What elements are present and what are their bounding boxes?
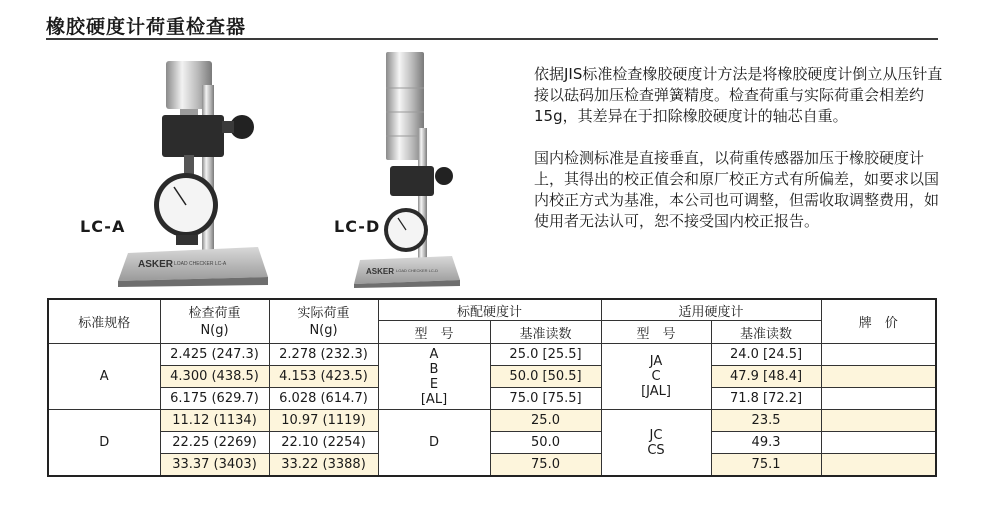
- table-cell-price: [821, 432, 936, 454]
- table-cell-actual: 6.028 (614.7): [269, 388, 378, 410]
- app-model-item: JA: [649, 354, 663, 369]
- table-cell-actual: 10.97 (1119): [269, 410, 378, 432]
- header-std-model: 型 号: [378, 321, 490, 344]
- group-a-app-models: [601, 344, 711, 410]
- table-cell-app-reading: 24.0 [24.5]: [711, 344, 821, 366]
- lc-a-instrument-image: [118, 55, 278, 287]
- table-cell-std-reading: 75.0 [75.5]: [490, 388, 601, 410]
- page-title: 橡胶硬度计荷重检查器: [46, 16, 247, 38]
- model-label-lc-a: LC-A: [80, 217, 126, 236]
- header-actual-load: [269, 299, 378, 344]
- model-label-lc-d: LC-D: [334, 217, 381, 236]
- group-d-std-models: [378, 410, 490, 477]
- app-model-item: JC: [649, 427, 663, 443]
- header-std-hardness: 标配硬度计: [378, 299, 601, 321]
- lc-a-plate-text: LOAD CHECKER LC-A: [174, 261, 227, 267]
- group-a-std-models: [378, 344, 490, 410]
- std-model-item: D: [428, 435, 439, 450]
- table-cell-app-reading: 23.5: [711, 410, 821, 432]
- table-cell-price: [821, 366, 936, 388]
- table-cell-std-reading: 25.0: [490, 410, 601, 432]
- app-model-item: C: [651, 369, 661, 384]
- table-cell-std-reading: 25.0 [25.5]: [490, 344, 601, 366]
- header-check-load: [160, 299, 269, 344]
- header-std-reading: 基准读数: [490, 321, 601, 344]
- table-cell-app-reading: 47.9 [48.4]: [711, 366, 821, 388]
- table-cell-std-reading: 50.0: [490, 432, 601, 454]
- std-model-item: A: [429, 346, 439, 362]
- std-model-item: B: [429, 361, 439, 377]
- header-app-reading: 基准读数: [711, 321, 821, 344]
- table-cell-std-reading: 75.0: [490, 454, 601, 477]
- table-cell-actual: 2.278 (232.3): [269, 344, 378, 366]
- description-paragraph-2: 国内检测标准是直接垂直，以荷重传感器加压于橡胶硬度计上，其得出的校正值会和原厂校正方式有所偏差，如要求以国内校正方式为基准，本公司也可调整，但需收取调整费用，如使用者无法认可，恕不接受国内校正报告。: [534, 149, 940, 230]
- lc-d-plate-text: LOAD CHECKER LC-D: [396, 268, 439, 273]
- header-app-model: 型 号: [601, 321, 711, 344]
- table-cell-actual: 4.153 (423.5): [269, 366, 378, 388]
- table-cell-check: 6.175 (629.7): [160, 388, 269, 410]
- group-a-name: A: [48, 344, 160, 410]
- table-cell-std-reading: 50.0 [50.5]: [490, 366, 601, 388]
- std-model-item: [AL]: [420, 391, 448, 407]
- table-cell-actual: 22.10 (2254): [269, 432, 378, 454]
- header-actual-load-unit: N(g): [309, 322, 338, 338]
- table-cell-app-reading: 71.8 [72.2]: [711, 388, 821, 410]
- table-cell-price: [821, 454, 936, 477]
- group-d-name: D: [48, 410, 160, 477]
- lc-d-brand-text: ASKER: [366, 267, 395, 276]
- table-cell-price: [821, 388, 936, 410]
- table-cell-price: [821, 344, 936, 366]
- table-cell-app-reading: 49.3: [711, 432, 821, 454]
- app-model-item: CS: [647, 442, 665, 458]
- description-block: [534, 64, 944, 232]
- title-divider: [46, 38, 938, 40]
- header-spec: 标准规格: [48, 299, 160, 344]
- header-actual-load-title: 实际荷重: [297, 305, 350, 321]
- header-check-load-title: 检查荷重: [188, 305, 241, 321]
- table-cell-actual: 33.22 (3388): [269, 454, 378, 477]
- spec-table: [47, 298, 937, 477]
- app-model-item: [JAL]: [641, 384, 671, 399]
- std-model-item: E: [429, 376, 439, 392]
- table-cell-check: 11.12 (1134): [160, 410, 269, 432]
- header-applicable-hardness: 适用硬度计: [601, 299, 821, 321]
- group-d-app-models: [601, 410, 711, 477]
- header-price: 牌 价: [821, 299, 936, 344]
- table-cell-app-reading: 75.1: [711, 454, 821, 477]
- header-check-load-unit: N(g): [200, 322, 229, 338]
- lc-d-instrument-image: [352, 48, 467, 288]
- table-cell-check: 4.300 (438.5): [160, 366, 269, 388]
- table-cell-price: [821, 410, 936, 432]
- table-cell-check: 2.425 (247.3): [160, 344, 269, 366]
- lc-a-brand-text: ASKER: [138, 259, 174, 270]
- description-paragraph-1: 依据JIS标准检查橡胶硬度计方法是将橡胶硬度计倒立从压针直接以砝码加压检查弹簧精度。检查荷重与实际荷重会相差约 15g，其差异在于扣除橡胶硬度计的轴芯自重。: [534, 65, 943, 125]
- table-cell-check: 22.25 (2269): [160, 432, 269, 454]
- table-cell-check: 33.37 (3403): [160, 454, 269, 477]
